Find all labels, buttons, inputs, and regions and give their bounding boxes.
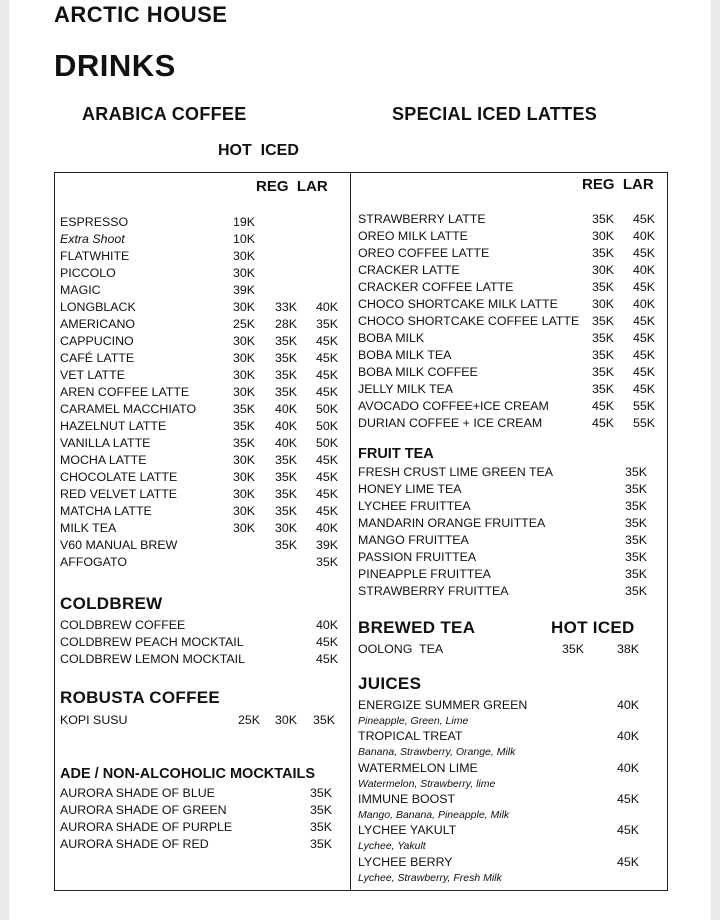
menu-item-description: Banana, Strawberry, Orange, Milk [358,746,516,759]
menu-item-name: CAPPUCINO [60,334,134,348]
menu-item-price: 35K [624,550,647,564]
price-hot: 30K [232,521,255,535]
menu-item-name: COLDBREW COFFEE [60,618,186,632]
menu-item-name: OREO MILK LATTE [358,229,468,243]
menu-item-price: 35K [624,533,647,547]
price-hot: 35K [561,642,584,656]
menu-item-name: LYCHEE FRUITTEA [358,499,471,513]
menu-item-price: 40K [315,618,338,632]
menu-item-name: BOBA MILK COFFEE [358,365,478,379]
price-lar: 45K [632,314,655,328]
menu-item-name: MAGIC [60,283,101,297]
menu-item-description: Watermelon, Strawberry, lime [358,777,496,790]
menu-item-price: 40K [616,698,639,712]
arabica-heading: ARABICA COFFEE [82,104,247,124]
menu-item-price: 35K [309,820,332,834]
price-iced-reg: 40K [274,419,297,433]
hot-iced-header: HOT ICED [218,142,299,159]
price-iced-reg: 35K [274,538,297,552]
price-reg: 35K [591,246,614,260]
menu-item-name: MOCHA LATTE [60,453,147,467]
menu-item-name: VANILLA LATTE [60,436,151,450]
price-hot: 30K [232,334,255,348]
special-lattes-heading: SPECIAL ICED LATTES [392,104,598,124]
price-hot: 25K [232,317,255,331]
juices-heading: JUICES [358,674,422,693]
price-reg: 35K [591,382,614,396]
menu-item-description: Lychee, Strawberry, Fresh Milk [358,871,502,884]
price-hot: 35K [232,436,255,450]
menu-item-name: AMERICANO [60,317,136,331]
menu-item-name: LONGBLACK [60,300,136,314]
price-iced-reg: 35K [274,453,297,467]
price-reg: 35K [591,365,614,379]
price-hot: 10K [232,232,255,246]
menu-item-description: Pineapple, Green, Lime [358,715,469,727]
menu-item-name: COLDBREW LEMON MOCKTAIL [60,652,245,666]
price-reg: 35K [591,280,614,294]
left-size-header: REG LAR [256,178,328,195]
menu-item-name: LYCHEE YAKULT [358,823,457,838]
menu-item-name: OOLONG TEA [358,642,444,656]
menu-item-name: Extra Shoot [60,232,125,246]
menu-item-name: WATERMELON LIME [358,760,478,775]
menu-item-name: PICCOLO [60,266,116,280]
price-reg: 30K [591,229,614,243]
price-iced-lar: 50K [315,402,338,416]
menu-item-price: 45K [616,854,639,869]
menu-item-price: 40K [616,760,639,775]
brewed-hot-iced-header: HOT ICED [551,618,635,637]
price-reg: 45K [591,416,614,430]
menu-item-name: AREN COFFEE LATTE [60,385,190,399]
price-iced-lar: 45K [315,351,338,365]
menu-item-name: V60 MANUAL BREW [60,538,178,552]
price-iced-lar: 35K [315,317,338,331]
price-hot: 30K [232,504,255,518]
menu-item-name: PASSION FRUITTEA [358,550,477,564]
price-iced-lar: 45K [315,453,338,467]
menu-item-price: 35K [624,499,647,513]
menu-item-name: COLDBREW PEACH MOCKTAIL [60,635,244,649]
menu-item-name: IMMUNE BOOST [358,791,456,806]
price-lar: 45K [632,331,655,345]
price-hot: 30K [232,266,255,280]
price-hot: 30K [232,249,255,263]
price-reg: 35K [591,348,614,362]
menu-item-name: AVOCADO COFFEE+ICE CREAM [358,399,549,413]
price-iced: 38K [616,642,639,656]
menu-item-name: CHOCOLATE LATTE [60,470,178,484]
price-iced-lar: 35K [315,555,338,569]
price-lar: 45K [632,348,655,362]
price-hot: 30K [232,368,255,382]
price-iced-reg: 30K [274,713,297,727]
price-reg: 30K [591,297,614,311]
menu-item-price: 45K [616,791,639,806]
menu-item-name: AURORA SHADE OF RED [60,837,209,851]
menu-item-name: BOBA MILK [358,331,425,345]
price-hot: 35K [232,402,255,416]
menu-item-name: MILK TEA [60,521,117,535]
page-edge-left [0,0,9,920]
price-hot: 25K [237,713,260,727]
price-iced-reg: 35K [274,487,297,501]
page-edge-right [711,0,720,920]
price-iced-lar: 45K [315,368,338,382]
menu-item-name: JELLY MILK TEA [358,382,454,396]
menu-item-price: 35K [309,803,332,817]
price-reg: 35K [591,331,614,345]
coldbrew-heading: COLDBREW [60,594,163,613]
column-divider [350,172,351,891]
menu-item-name: ENERGIZE SUMMER GREEN [358,698,528,712]
menu-item-name: STRAWBERRY LATTE [358,212,486,226]
price-iced-reg: 33K [274,300,297,314]
price-iced-reg: 35K [274,385,297,399]
brand-name: ARCTIC HOUSE [54,2,228,27]
menu-item-price: 35K [624,465,647,479]
menu-item-name: HAZELNUT LATTE [60,419,167,433]
price-reg: 35K [591,212,614,226]
price-hot: 30K [232,385,255,399]
menu-item-price: 35K [624,584,647,598]
price-iced-reg: 35K [274,470,297,484]
menu-item-name: MANGO FRUITTEA [358,533,469,547]
menu-item-name: CRACKER COFFEE LATTE [358,280,514,294]
price-lar: 45K [632,246,655,260]
price-reg: 45K [591,399,614,413]
price-iced-lar: 45K [315,504,338,518]
menu-item-name: CHOCO SHORTCAKE COFFEE LATTE [358,314,580,328]
price-lar: 40K [632,229,655,243]
menu-item-name: MANDARIN ORANGE FRUITTEA [358,516,546,530]
menu-item-name: CARAMEL MACCHIATO [60,402,197,416]
menu-item-price: 45K [315,652,338,666]
menu-item-name: AURORA SHADE OF BLUE [60,786,215,800]
menu-item-name: TROPICAL TREAT [358,729,463,744]
price-iced-lar: 45K [315,385,338,399]
price-lar: 45K [632,365,655,379]
menu-item-name: ESPRESSO [60,215,129,229]
price-lar: 55K [632,416,655,430]
ade-heading: ADE / NON-ALCOHOLIC MOCKTAILS [60,766,316,782]
menu-item-price: 35K [624,567,647,581]
robusta-heading: ROBUSTA COFFEE [60,688,221,707]
menu-item-price: 35K [309,837,332,851]
menu-item-name: RED VELVET LATTE [60,487,178,501]
menu-item-name: FLATWHITE [60,249,130,263]
price-hot: 30K [232,300,255,314]
menu-item-name: CRACKER LATTE [358,263,460,277]
right-size-header: REG LAR [582,176,654,193]
menu-item-name: PINEAPPLE FRUITTEA [358,567,491,581]
menu-item-name: LYCHEE BERRY [358,854,453,869]
price-hot: 30K [232,487,255,501]
price-lar: 45K [632,212,655,226]
menu-item-name: CAFÉ LATTE [60,351,135,365]
menu-item-name: BOBA MILK TEA [358,348,452,362]
menu-item-name: HONEY LIME TEA [358,482,462,496]
price-iced-reg: 35K [274,351,297,365]
price-iced-lar: 50K [315,436,338,450]
price-hot: 35K [232,419,255,433]
menu-item-name: CHOCO SHORTCAKE MILK LATTE [358,297,558,311]
price-iced-lar: 40K [315,300,338,314]
price-lar: 40K [632,297,655,311]
price-reg: 30K [591,263,614,277]
price-lar: 40K [632,263,655,277]
price-hot: 30K [232,453,255,467]
price-lar: 45K [632,280,655,294]
price-iced-reg: 40K [274,402,297,416]
price-iced-reg: 30K [274,521,297,535]
menu-item-name: AURORA SHADE OF PURPLE [60,820,233,834]
price-iced-reg: 35K [274,368,297,382]
menu-item-name: VET LATTE [60,368,125,382]
menu-item-name: OREO COFFEE LATTE [358,246,490,260]
price-iced-lar: 40K [315,521,338,535]
price-iced-reg: 28K [274,317,297,331]
menu-item-name: DURIAN COFFEE + ICE CREAM [358,416,543,430]
menu-item-name: FRESH CRUST LIME GREEN TEA [358,465,554,479]
menu-item-name: STRAWBERRY FRUITTEA [358,584,509,598]
menu-item-price: 45K [315,635,338,649]
price-lar: 45K [632,382,655,396]
price-hot: 30K [232,470,255,484]
page-title: DRINKS [54,48,176,83]
menu-item-description: Lychee, Yakult [358,840,426,853]
menu-item-price: 40K [616,729,639,744]
price-iced-reg: 35K [274,334,297,348]
price-hot: 19K [232,215,255,229]
menu-item-name: KOPI SUSU [60,713,128,727]
menu-item-price: 35K [624,482,647,496]
menu-item-name: AFFOGATO [60,555,128,569]
menu-item-price: 35K [624,516,647,530]
price-iced-lar: 45K [315,470,338,484]
price-iced-lar: 35K [312,713,335,727]
fruit-tea-heading: FRUIT TEA [358,446,434,462]
brewed-tea-heading: BREWED TEA [358,618,476,637]
price-reg: 35K [591,314,614,328]
price-iced-lar: 50K [315,419,338,433]
price-iced-reg: 35K [274,504,297,518]
price-iced-lar: 45K [315,334,338,348]
menu-item-description: Mango, Banana, Pineapple, Milk [358,808,510,821]
price-iced-lar: 39K [315,538,338,552]
price-hot: 39K [232,283,255,297]
menu-item-name: MATCHA LATTE [60,504,152,518]
price-iced-lar: 45K [315,487,338,501]
price-lar: 55K [632,399,655,413]
menu-item-price: 35K [309,786,332,800]
price-iced-reg: 40K [274,436,297,450]
menu-item-name: AURORA SHADE OF GREEN [60,803,227,817]
menu-item-price: 45K [616,823,639,838]
price-hot: 30K [232,351,255,365]
